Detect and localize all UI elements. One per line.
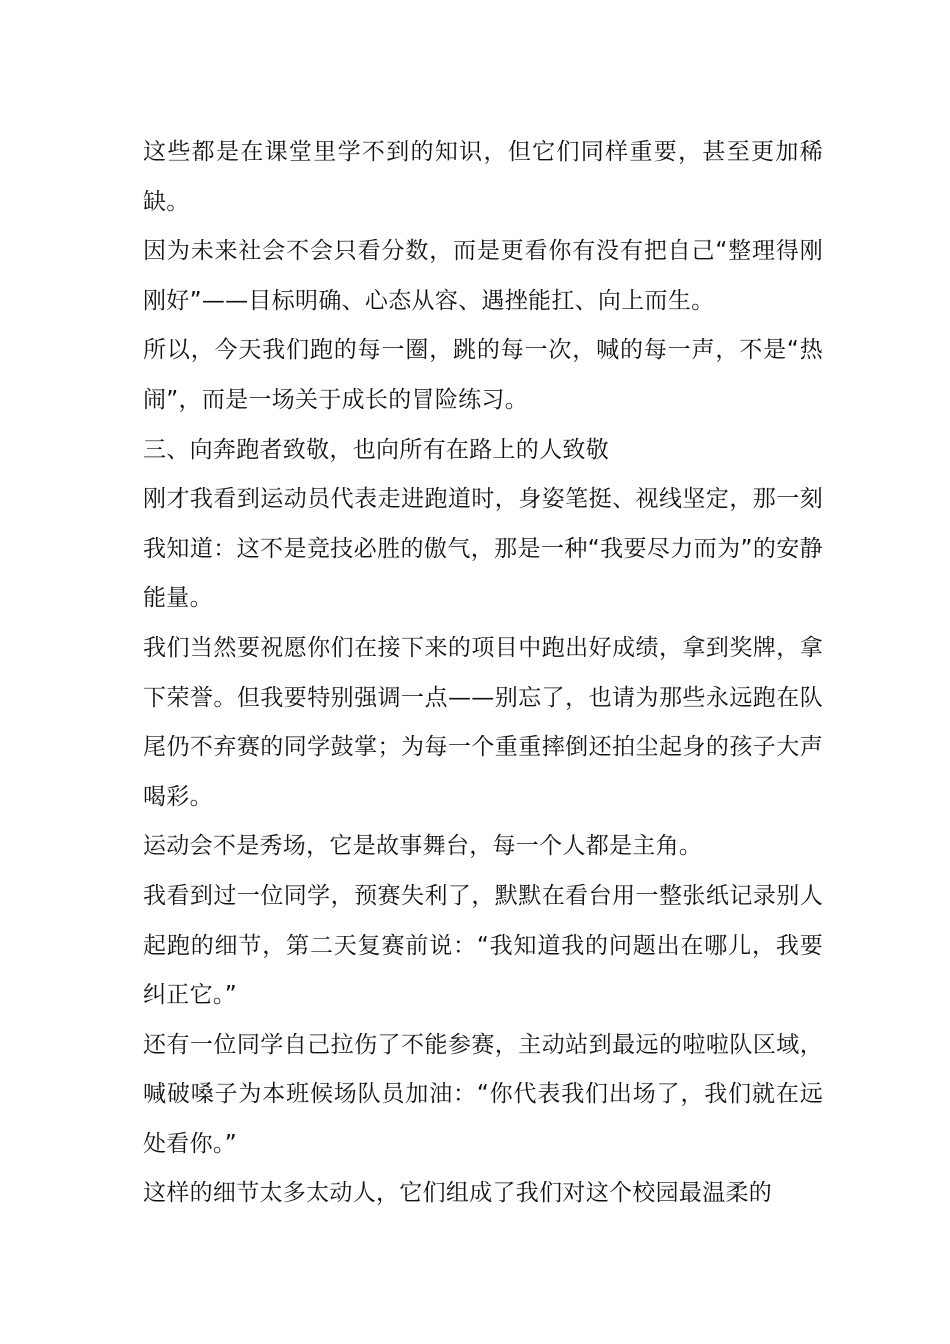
- paragraph: 我们当然要祝愿你们在接下来的项目中跑出好成绩，拿到奖牌，拿下荣誉。但我要特别强调一点——别忘了，也请为那些永远跑在队尾仍不弃赛的同学鼓掌；为每一个重重摔倒还拍尘起身的孩子大声喝彩。: [143, 634, 823, 810]
- paragraph: 还有一位同学自己拉伤了不能参赛，主动站到最远的啦啦队区域，喊破嗓子为本班候场队员加油：“你代表我们出场了，我们就在远处看你。”: [143, 1031, 823, 1157]
- document-body: [143, 128, 823, 1219]
- paragraph: 因为未来社会不会只看分数，而是更看你有没有把自己“整理得刚刚好”——目标明确、心态从容、遇挫能扛、向上而生。: [143, 238, 823, 314]
- paragraph: 所以，今天我们跑的每一圈，跳的每一次，喊的每一声，不是“热闹”，而是一场关于成长的冒险练习。: [143, 337, 823, 413]
- paragraph: 这些都是在课堂里学不到的知识，但它们同样重要，甚至更加稀缺。: [143, 139, 823, 215]
- paragraph: 刚才我看到运动员代表走进跑道时，身姿笔挺、视线坚定，那一刻我知道：这不是竞技必胜的傲气，那是一种“我要尽力而为”的安静能量。: [143, 486, 823, 612]
- paragraph: 我看到过一位同学，预赛失利了，默默在看台用一整张纸记录别人起跑的细节，第二天复赛前说：“我知道我的问题出在哪儿，我要纠正它。”: [143, 882, 823, 1009]
- paragraph: 运动会不是秀场，它是故事舞台，每一个人都是主角。: [143, 833, 703, 860]
- paragraph: 这样的细节太多太动人，它们组成了我们对这个校园最温柔的: [143, 1180, 773, 1207]
- section-heading: 三、向奔跑者致敬，也向所有在路上的人致敬: [143, 436, 609, 463]
